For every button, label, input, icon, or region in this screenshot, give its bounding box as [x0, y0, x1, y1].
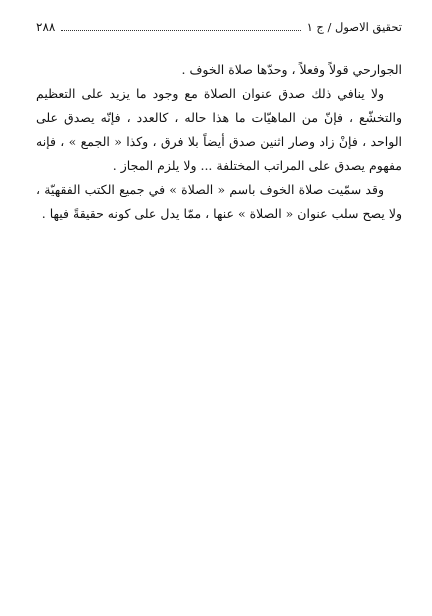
header-dot-leader [61, 30, 300, 31]
paragraph: ولا ينافي ذلك صدق عنوان الصلاة مع وجود ما يزيد على التعظيم والتخشّع ، فإنّ من الماهيّات ما هذا حاله ، كالعدد ، فإنّه يصدق على الواحد ، فإنْ زاد وصار اثنين صدق أيضاً بلا فرق ، وكذا « الجمع » ، فإنه مفهوم يصدق على المراتب المختلفة ... ولا يلزم المجاز . [36, 86, 402, 173]
page-number: ٢٨٨ [36, 20, 56, 34]
paragraph: وقد سمّيت صلاة الخوف باسم « الصلاة » في جميع الكتب الفقهيّة ، ولا يصح سلب عنوان « الصلاة » عنها ، ممّا يدل على كونه حقيقةً فيها . [36, 182, 402, 221]
book-title: تحقيق الاصول / ج ١ [306, 20, 402, 34]
body-text [36, 58, 402, 226]
running-header [36, 20, 402, 34]
paragraph: الجوارحي قولاً وفعلاً ، وحدّها صلاة الخوف . [181, 62, 402, 77]
